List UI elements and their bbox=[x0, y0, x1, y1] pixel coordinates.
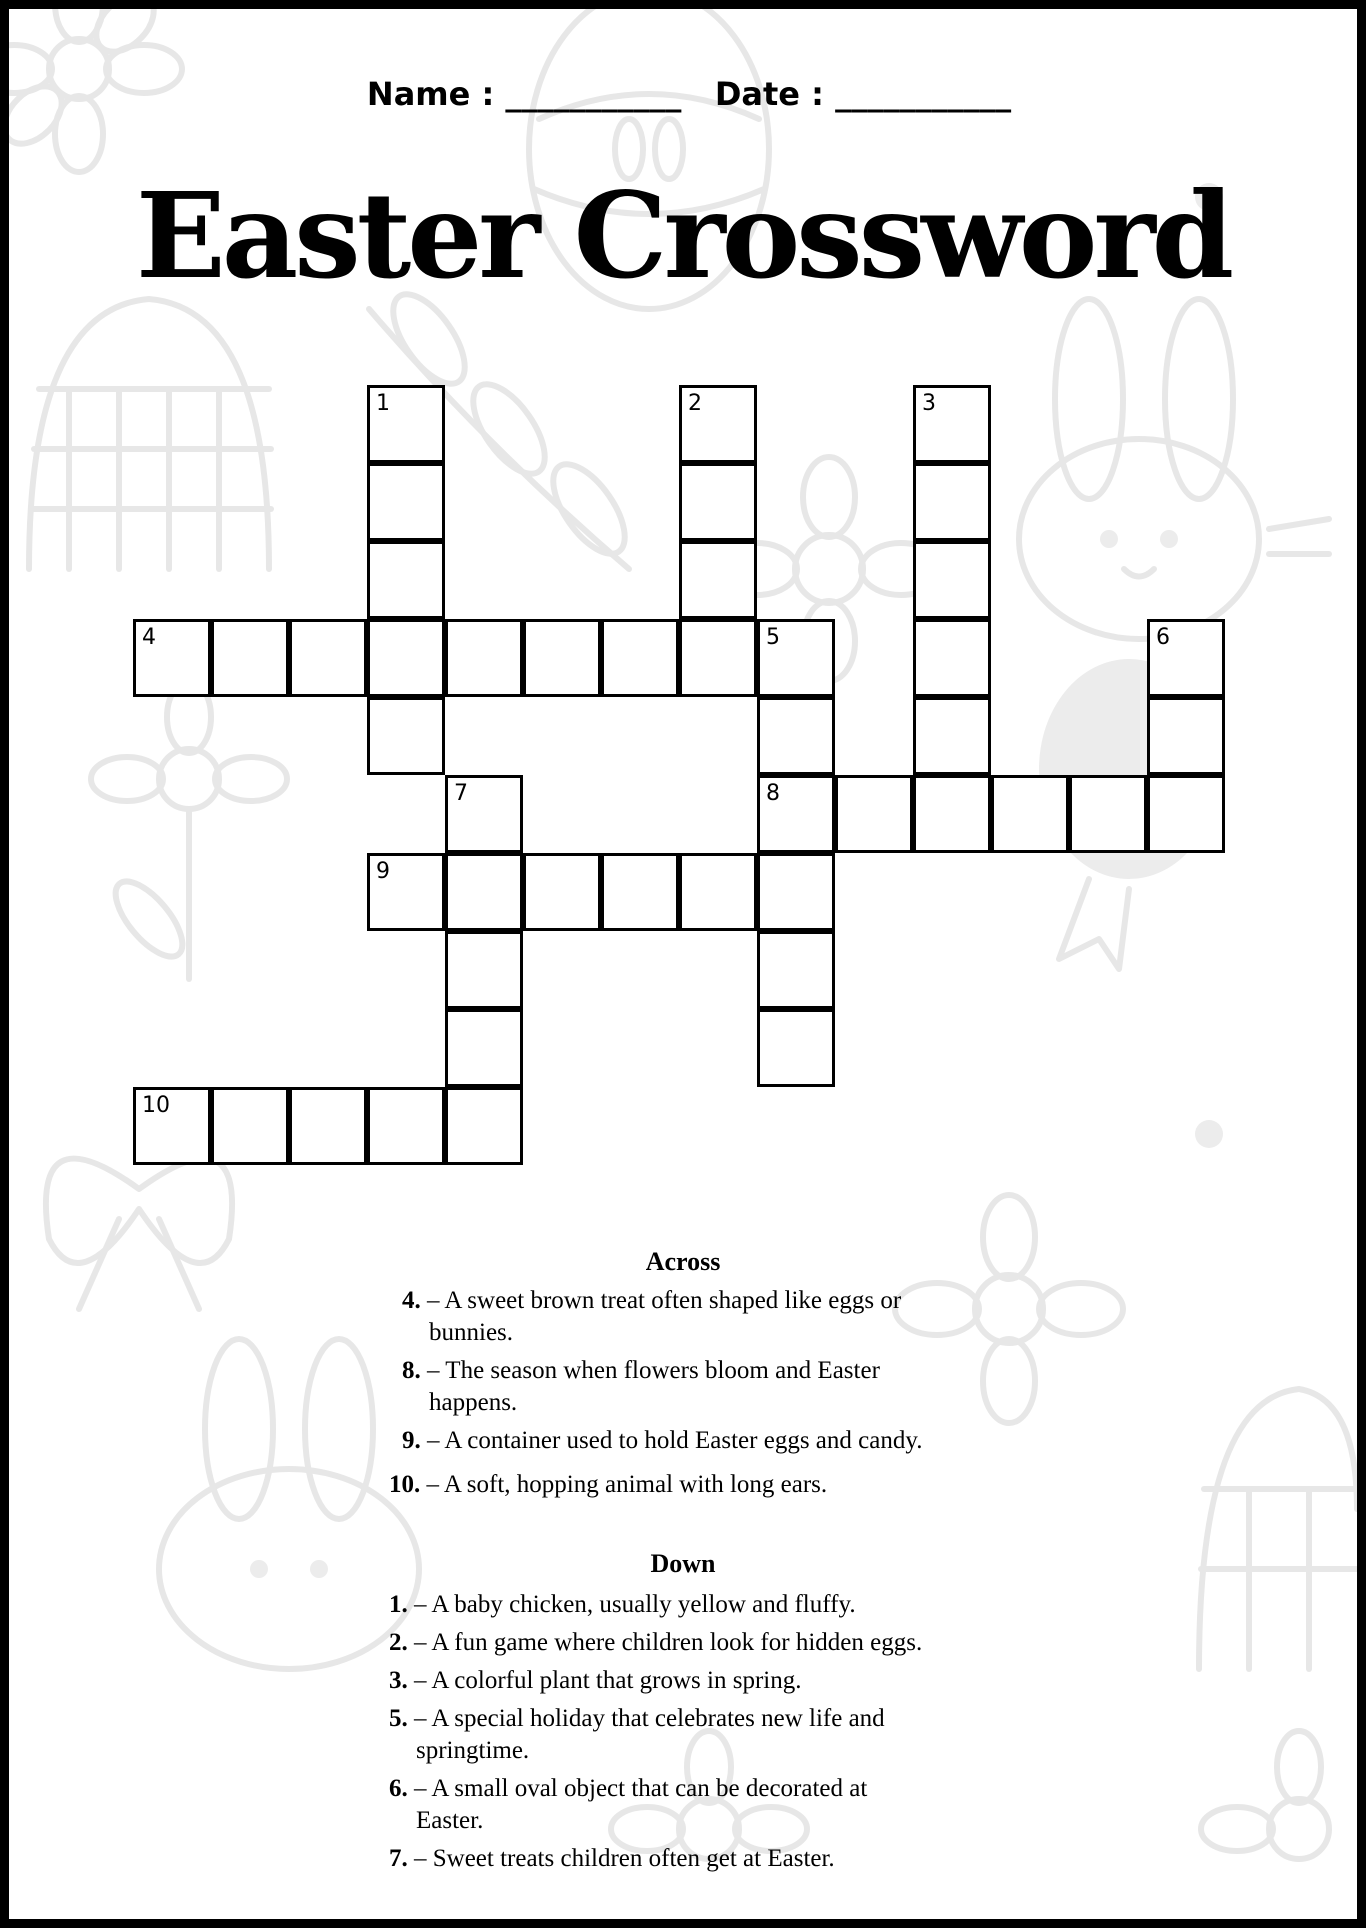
clue-text: – A special holiday that celebrates new life and bbox=[414, 1705, 885, 1732]
grid-cell[interactable] bbox=[367, 1087, 445, 1165]
grid-cell[interactable] bbox=[445, 1087, 523, 1165]
grid-cell[interactable] bbox=[913, 541, 991, 619]
grid-cell[interactable] bbox=[289, 1087, 367, 1165]
grid-cell[interactable] bbox=[679, 463, 757, 541]
grid-cell[interactable] bbox=[601, 853, 679, 931]
clue-number: 3 bbox=[922, 391, 936, 416]
grid-cell[interactable] bbox=[835, 775, 913, 853]
page-title: Easter Crossword bbox=[135, 166, 1231, 305]
grid-cell[interactable] bbox=[445, 931, 523, 1009]
clue-number: 2 bbox=[688, 391, 702, 416]
clue-across-8 bbox=[402, 1355, 880, 1387]
grid-cell[interactable] bbox=[367, 463, 445, 541]
clue-down-6-continued: Easter. bbox=[416, 1807, 484, 1834]
clue-number: 7. bbox=[389, 1845, 408, 1872]
grid-cell[interactable] bbox=[367, 697, 445, 775]
basket-icon bbox=[1199, 1389, 1357, 1669]
clue-number: 10 bbox=[142, 1093, 170, 1118]
grid-cell[interactable] bbox=[367, 541, 445, 619]
grid-cell[interactable] bbox=[367, 853, 445, 931]
grid-cell[interactable] bbox=[757, 697, 835, 775]
flower-icon bbox=[1201, 1731, 1329, 1859]
grid-cell[interactable] bbox=[133, 619, 211, 697]
clue-number: 2. bbox=[389, 1629, 408, 1656]
basket-icon bbox=[29, 299, 271, 569]
grid-cell[interactable] bbox=[913, 775, 991, 853]
grid-cell[interactable] bbox=[211, 619, 289, 697]
grid-cell[interactable] bbox=[445, 619, 523, 697]
grid-cell[interactable] bbox=[1147, 775, 1225, 853]
grid-cell[interactable] bbox=[913, 463, 991, 541]
clue-text: – A container used to hold Easter eggs and candy. bbox=[427, 1427, 923, 1454]
clue-across-8-continued: happens. bbox=[429, 1389, 518, 1416]
grid-cell[interactable] bbox=[523, 853, 601, 931]
grid-cell[interactable] bbox=[367, 619, 445, 697]
clue-down-1 bbox=[389, 1589, 856, 1621]
grid-cell[interactable] bbox=[991, 775, 1069, 853]
grid-cell[interactable] bbox=[913, 385, 991, 463]
grid-cell[interactable] bbox=[601, 619, 679, 697]
clue-text: – A small oval object that can be decorated at bbox=[414, 1775, 868, 1802]
grid-cell[interactable] bbox=[523, 619, 601, 697]
bunny-icon bbox=[1019, 299, 1329, 639]
clue-text: – Sweet treats children often get at Easter. bbox=[414, 1845, 835, 1872]
grid-cell[interactable] bbox=[133, 1087, 211, 1165]
grid-cell[interactable] bbox=[757, 775, 835, 853]
name-date-line bbox=[309, 75, 1069, 113]
grid-cell[interactable] bbox=[757, 853, 835, 931]
dot-decoration bbox=[1195, 1120, 1223, 1148]
clue-across-10 bbox=[389, 1469, 827, 1501]
clue-down-5-continued: springtime. bbox=[416, 1737, 530, 1764]
clue-number: 1. bbox=[389, 1591, 408, 1618]
clue-across-4 bbox=[402, 1285, 901, 1317]
clue-number: 10. bbox=[389, 1471, 421, 1498]
clue-number: 8 bbox=[766, 781, 780, 806]
clue-number: 9. bbox=[402, 1427, 421, 1454]
grid-cell[interactable] bbox=[757, 931, 835, 1009]
grid-cell[interactable] bbox=[757, 619, 835, 697]
down-heading: Down bbox=[650, 1549, 716, 1578]
flower-icon bbox=[9, 9, 182, 172]
clue-number: 3. bbox=[389, 1667, 408, 1694]
clue-number: 7 bbox=[454, 781, 468, 806]
clue-text: – The season when flowers bloom and Easter bbox=[427, 1357, 880, 1384]
clue-down-2 bbox=[389, 1627, 922, 1659]
bunny-icon bbox=[159, 1339, 419, 1669]
grid-cell[interactable] bbox=[367, 385, 445, 463]
clue-number: 6. bbox=[389, 1775, 408, 1802]
grid-cell[interactable] bbox=[679, 385, 757, 463]
clue-number: 6 bbox=[1156, 625, 1170, 650]
clue-number: 5 bbox=[766, 625, 780, 650]
clue-down-7 bbox=[389, 1843, 835, 1875]
clue-number: 9 bbox=[376, 859, 390, 884]
date-blank: ___________ bbox=[835, 75, 1012, 113]
grid-cell[interactable] bbox=[1147, 619, 1225, 697]
grid-cell[interactable] bbox=[913, 697, 991, 775]
grid-cell[interactable] bbox=[445, 775, 523, 853]
grid-cell[interactable] bbox=[445, 853, 523, 931]
clue-text: – A fun game where children look for hidden eggs. bbox=[414, 1629, 923, 1656]
clue-number: 4 bbox=[142, 625, 156, 650]
clue-across-9 bbox=[402, 1425, 922, 1457]
name-blank: ___________ bbox=[505, 75, 682, 113]
clue-down-6 bbox=[389, 1773, 867, 1805]
grid-cell[interactable] bbox=[913, 619, 991, 697]
flower-icon bbox=[895, 1195, 1123, 1423]
date-label: Date : bbox=[714, 75, 824, 113]
clue-text: – A colorful plant that grows in spring. bbox=[414, 1667, 802, 1694]
grid-cell[interactable] bbox=[679, 853, 757, 931]
clue-number: 8. bbox=[402, 1357, 421, 1384]
clue-text: – A sweet brown treat often shaped like eggs or bbox=[427, 1287, 902, 1314]
grid-cell[interactable] bbox=[679, 541, 757, 619]
grid-cell[interactable] bbox=[1147, 697, 1225, 775]
clue-down-5 bbox=[389, 1703, 885, 1735]
clue-text: – A soft, hopping animal with long ears. bbox=[426, 1471, 828, 1498]
name-label: Name : bbox=[366, 75, 495, 113]
clue-across-4-continued: bunnies. bbox=[429, 1319, 514, 1346]
clue-number: 5. bbox=[389, 1705, 408, 1732]
clue-number: 4. bbox=[402, 1287, 421, 1314]
grid-cell[interactable] bbox=[1069, 775, 1147, 853]
grid-cell[interactable] bbox=[679, 619, 757, 697]
clue-down-3 bbox=[389, 1665, 801, 1697]
grid-cell[interactable] bbox=[757, 1009, 835, 1087]
clue-text: – A baby chicken, usually yellow and fluffy. bbox=[414, 1591, 856, 1618]
grid-cell[interactable] bbox=[289, 619, 367, 697]
grid-cell[interactable] bbox=[211, 1087, 289, 1165]
bow-icon bbox=[46, 1159, 232, 1309]
across-heading: Across bbox=[645, 1247, 721, 1276]
flower-icon bbox=[91, 681, 287, 979]
grid-cell[interactable] bbox=[445, 1009, 523, 1087]
clue-number: 1 bbox=[376, 391, 390, 416]
